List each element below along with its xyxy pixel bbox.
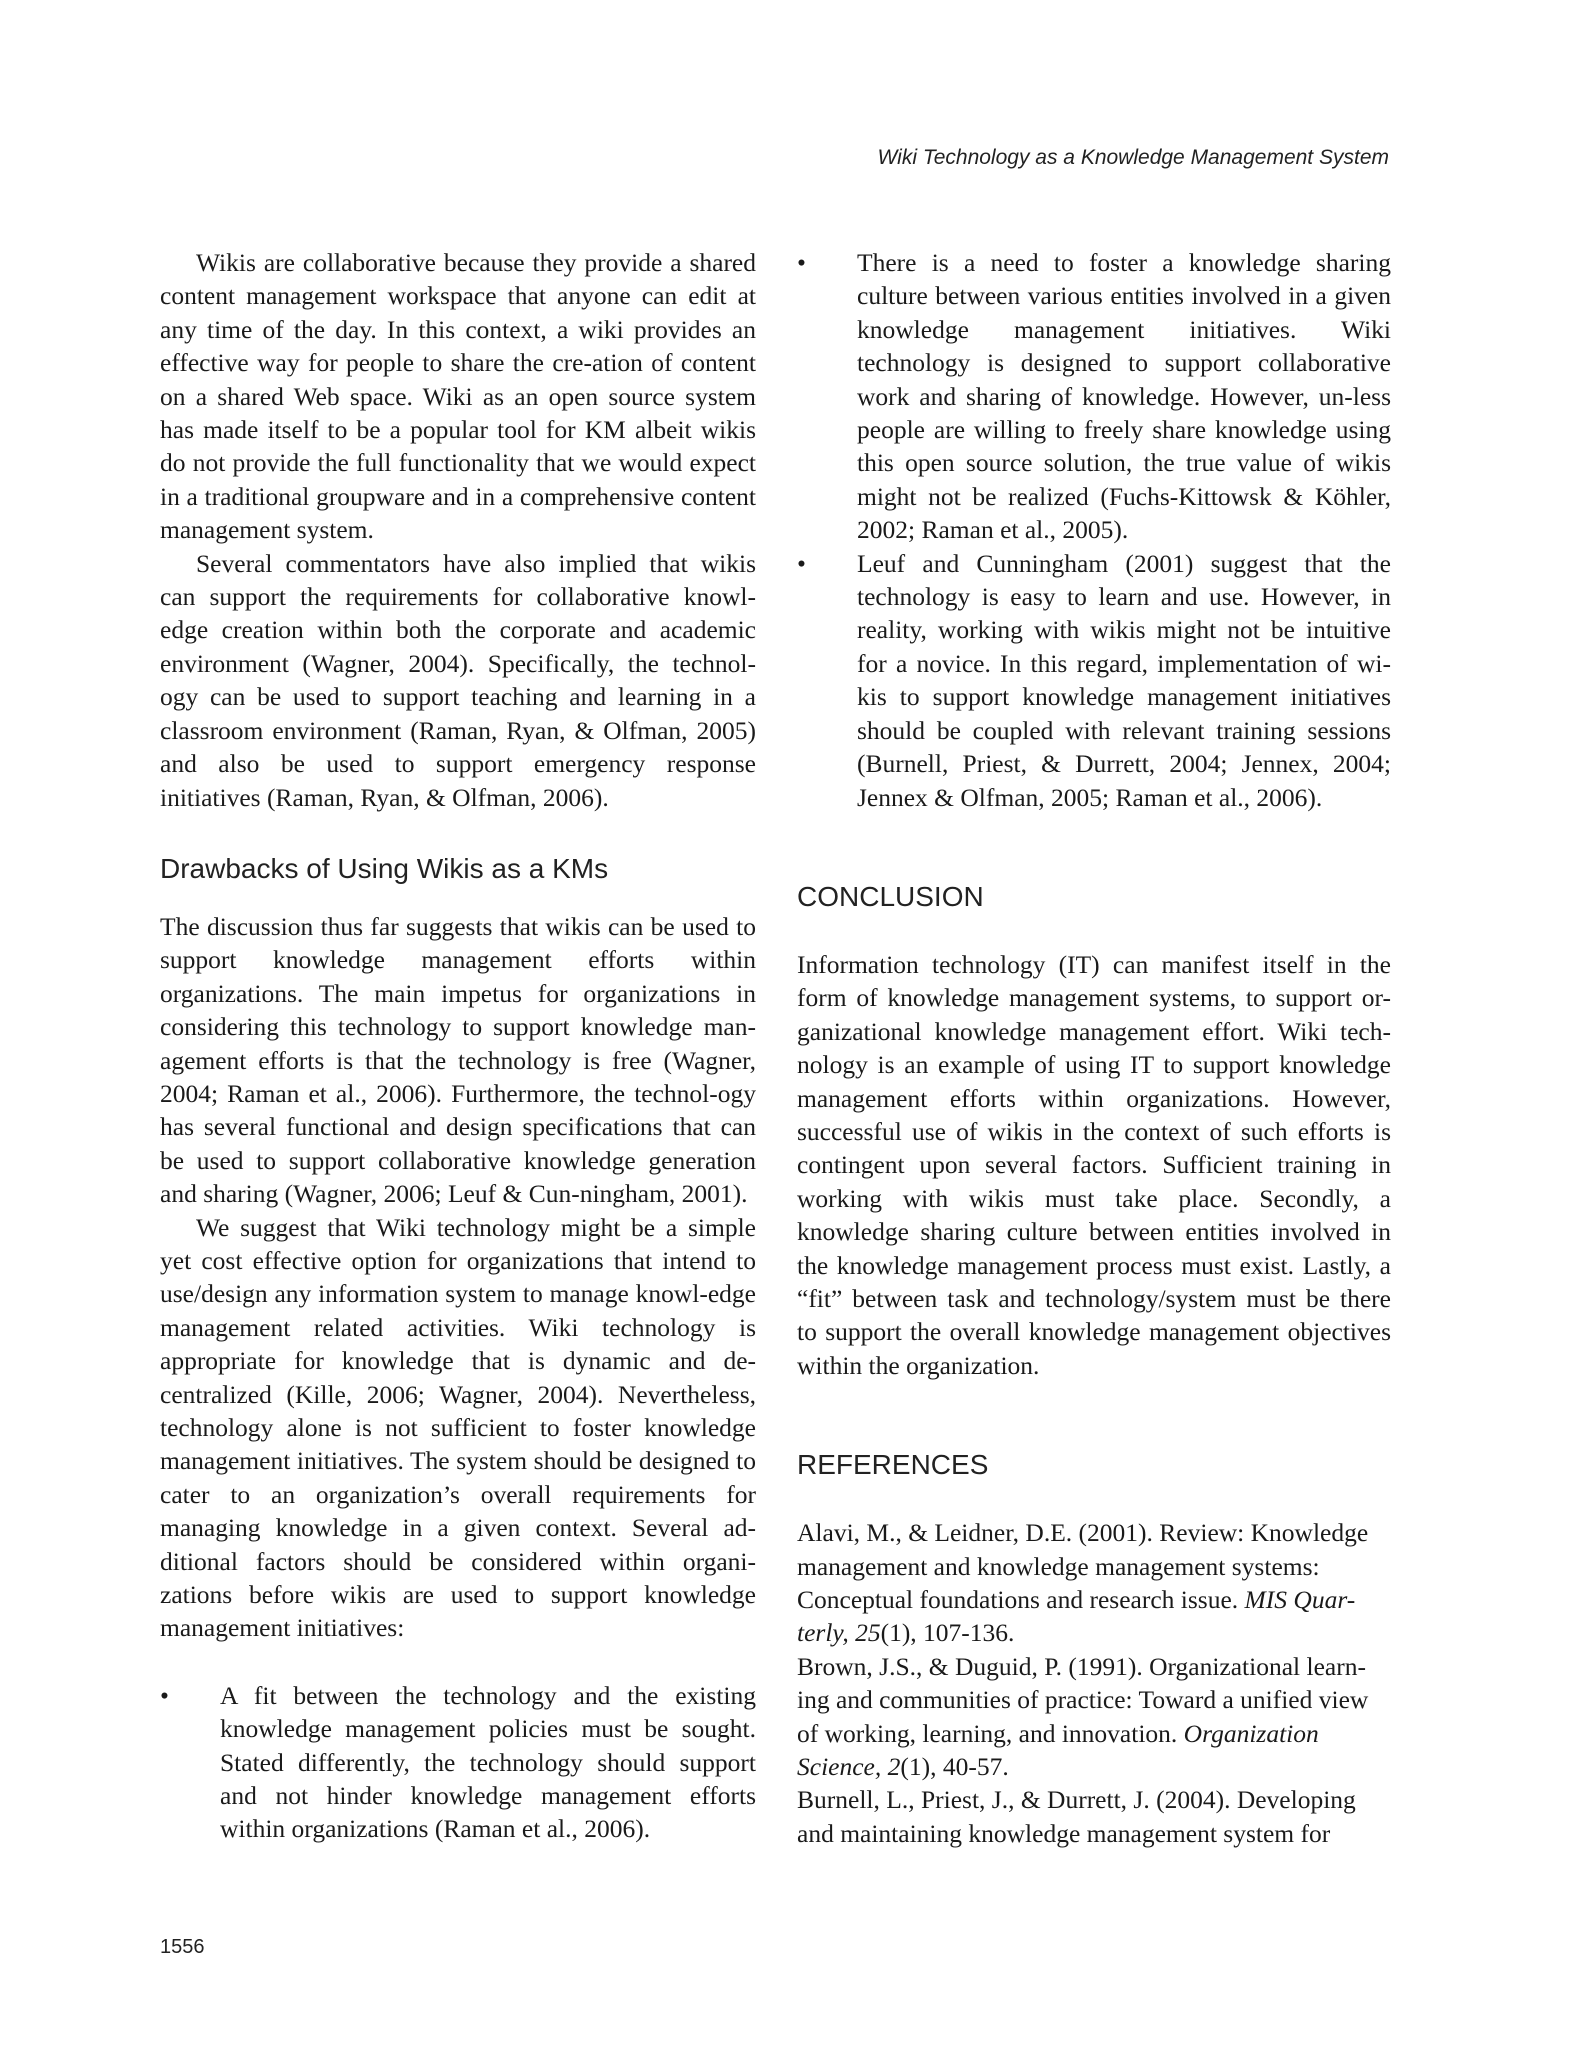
right-column (797, 246, 1391, 1850)
bullet-marker: • (160, 1680, 169, 1710)
section-heading-drawbacks: Drawbacks of Using Wikis as a KMs (160, 852, 609, 884)
paragraph-conclusion: Information technology (IT) can manifest itself in the form of knowledge management systems, to support or-ganizational knowledge management effort. Wiki tech-nology is an example of using IT to support knowledge management efforts within organizations. However, successful use of wikis in the context of such efforts is contingent upon several factors. Sufficient training in working with wikis must take place. Secondly, a knowledge sharing culture between entities involved in the knowledge management process must exist. Lastly, a “fit” between task and technology/system must be there to support the overall knowledge management objectives within the organization. (797, 949, 1391, 1380)
running-head: Wiki Technology as a Knowledge Management System (877, 146, 1389, 169)
reference-text: Brown, J.S., & Duguid, P. (1991). Organizational learn-ing and communities of practice: Toward a unified view of working, learning, and innovation. (797, 1651, 1369, 1748)
reference-entry (797, 1516, 1391, 1650)
reference-journal: MIS Quar-terly, 25 (797, 1585, 1356, 1648)
factors-list (160, 1679, 756, 1846)
reference-entry (797, 1783, 1391, 1850)
paragraph-suggestion: We suggest that Wiki technology might be a simple yet cost effective option for organizations that intend to use/design any information system to manage knowl-edge management related activities. Wiki technology is appropriate for knowledge that is dynamic and de-centralized (Kille, 2006; Wagner, 2004). Nevertheless, technology alone is not sufficient to foster knowledge management initiatives. The system should be designed to cater to an organization’s overall requirements for managing knowledge in a given context. Several ad-ditional factors should be considered within organi-zations before wikis are used to support knowledge management initiatives: (160, 1212, 756, 1643)
reference-pages: (1), 107-136. (880, 1618, 1015, 1648)
list-item (797, 547, 1391, 814)
list-item-text: A fit between the technology and the existing knowledge management policies must be sought. Stated differently, the technology should support and not hinder knowledge management efforts within organizations (Raman et al., 2006). (220, 1680, 756, 1844)
reference-list (797, 1516, 1391, 1850)
list-item-text: Leuf and Cunningham (2001) suggest that the technology is easy to learn and use. However, in reality, working with wikis might not be intuitive for a novice. In this regard, implementation of wi-kis to support knowledge management initiatives should be coupled with relevant training sessions (Burnell, Priest, & Durrett, 2004; Jennex, 2004; Jennex & Olfman, 2005; Raman et al., 2006). (857, 548, 1391, 812)
list-item (797, 246, 1391, 547)
reference-text: Alavi, M., & Leidner, D.E. (2001). Review: Knowledge management and knowledge management systems: Conceptual foundations and research issue. (797, 1518, 1369, 1614)
section-heading-conclusion: CONCLUSION (797, 880, 984, 912)
paragraph-wikis-collaborative: Wikis are collaborative because they provide a shared content management workspace that anyone can edit at any time of the day. In this context, a wiki provides an effective way for people to share the cre-ation of content on a shared Web space. Wiki as an open source system has made itself to be a popular tool for KM albeit wikis do not provide the full functionality that we would expect in a traditional groupware and in a comprehensive content management system. (160, 248, 756, 545)
paragraph-discussion: The discussion thus far suggests that wikis can be used to support knowledge management efforts within organizations. The main impetus for organizations in considering this technology to support knowledge man-agement efforts is that the technology is free (Wagner, 2004; Raman et al., 2006). Furthermore, the technol-ogy has several functional and design specifications that can be used to support collaborative knowledge generation and sharing (Wagner, 2006; Leuf & Cun-ningham, 2001). (160, 911, 756, 1209)
list-item (160, 1679, 756, 1846)
list-item-text: There is a need to foster a knowledge sharing culture between various entities involved in a given knowledge management initiatives. Wiki technology is designed to support collaborative work and sharing of knowledge. However, un-less people are willing to freely share knowledge using this open source solution, the true value of wikis might not be realized (Fuchs-Kittowsk & Köhler, 2002; Raman et al., 2005). (857, 248, 1391, 545)
section-heading-references: REFERENCES (797, 1449, 989, 1481)
bullet-marker: • (797, 548, 806, 578)
bullet-marker: • (797, 248, 806, 277)
reference-entry (797, 1650, 1391, 1784)
reference-journal: Organization Science, 2 (797, 1718, 1319, 1782)
page-number: 1556 (160, 1936, 205, 1958)
left-column (160, 246, 756, 1846)
paragraph-commentators: Several commentators have also implied that wikis can support the requirements for collaborative knowl-edge creation within both the corporate and academic environment (Wagner, 2004). Specifically, the technol-ogy can be used to support teaching and learning in a classroom environment (Raman, Ryan, & Olfman, 2005) and also be used to support emergency response initiatives (Raman, Ryan, & Olfman, 2006). (160, 548, 756, 812)
reference-pages: (1), 40-57. (900, 1752, 1009, 1782)
reference-text: Burnell, L., Priest, J., & Durrett, J. (2004). Developing and maintaining knowledge management system for (797, 1785, 1356, 1848)
factors-list-continued (797, 246, 1391, 814)
